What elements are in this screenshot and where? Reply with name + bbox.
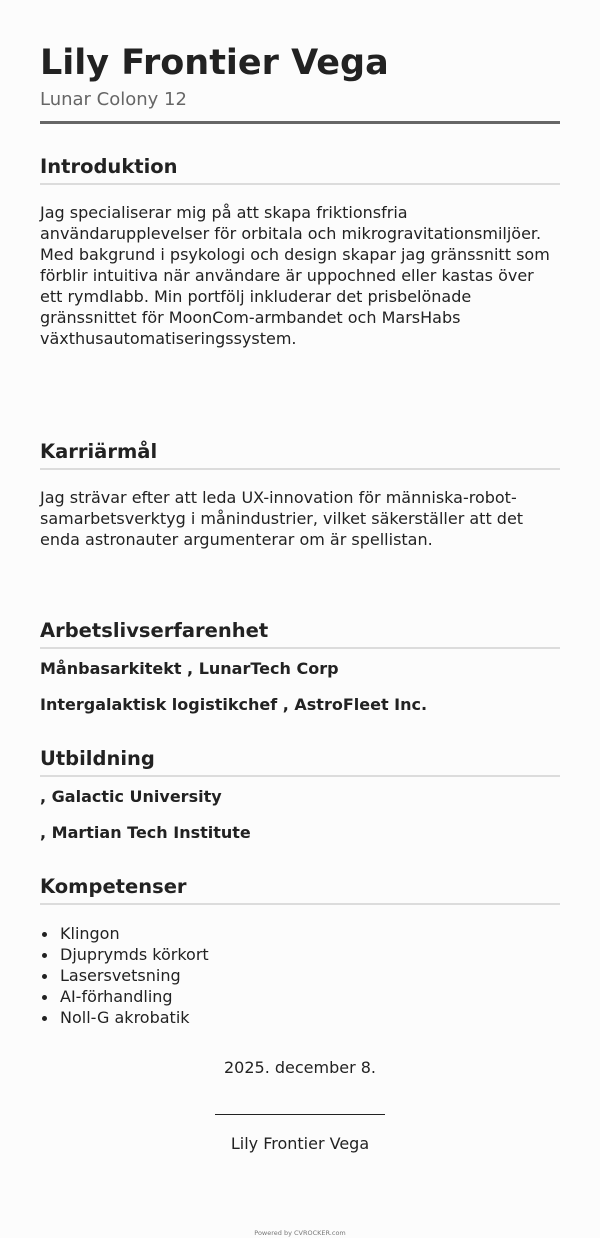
intro-text: Jag specialiserar mig på att skapa friktionsfria användarupplevelser för orbitala och mikrogravitationsmiljöer. Med bakgrund i psykologi och design skapar jag gränssnitt som förblir intuitiva när användare är uppochned eller kastas över ett rymdlabb. Min portfölj inkluderar det prisbelönade gränssnittet för MoonCom-armbandet och MarsHabs växthusautomatiseringssystem. (40, 203, 550, 348)
candidate-name: Lily Frontier Vega (40, 43, 389, 83)
signature-name: Lily Frontier Vega (230, 1134, 370, 1153)
powered-by-link[interactable]: Powered by CVROCKER.com (254, 1229, 346, 1237)
section-title-skills: Kompetenser (40, 875, 187, 898)
section-divider-intro (40, 183, 560, 185)
section-divider-goal (40, 468, 560, 470)
skill-label: Noll-G akrobatik (60, 1008, 190, 1027)
skill-label: Djuprymds körkort (60, 945, 209, 964)
signature-date: 2025. december 8. (223, 1058, 377, 1077)
candidate-location: Lunar Colony 12 (40, 89, 187, 110)
section-title-goal: Karriärmål (40, 440, 158, 463)
section-divider-education (40, 775, 560, 777)
skill-item (40, 1007, 209, 1028)
section-divider-skills (40, 903, 560, 905)
section-title-education: Utbildning (40, 747, 155, 770)
experience-entry: Månbasarkitekt , LunarTech Corp (40, 659, 339, 678)
section-title-intro: Introduktion (40, 155, 178, 178)
skill-item (40, 944, 209, 965)
skill-item (40, 965, 209, 986)
bullet-icon (42, 995, 47, 1000)
bullet-icon (42, 1016, 47, 1021)
education-entry: , Galactic University (40, 787, 222, 806)
section-divider-experience (40, 647, 560, 649)
experience-entry: Intergalaktisk logistikchef , AstroFleet Inc. (40, 695, 428, 714)
bullet-icon (42, 932, 47, 937)
skill-label: Klingon (60, 924, 120, 943)
skill-item (40, 923, 209, 944)
section-title-experience: Arbetslivserfarenhet (40, 619, 269, 642)
bullet-icon (42, 974, 47, 979)
goal-text: Jag strävar efter att leda UX-innovation för människa-robot-samarbetsverktyg i månindustrier, vilket säkerställer att det enda astronauter argumenterar om är spellistan. (40, 488, 524, 549)
skill-label: AI-förhandling (60, 987, 173, 1006)
header-divider (40, 121, 560, 124)
education-entry: , Martian Tech Institute (40, 823, 251, 842)
signature-line (215, 1114, 385, 1115)
skill-label: Lasersvetsning (60, 966, 181, 985)
bullet-icon (42, 953, 47, 958)
skill-item (40, 986, 209, 1007)
skills-list (40, 923, 209, 1028)
